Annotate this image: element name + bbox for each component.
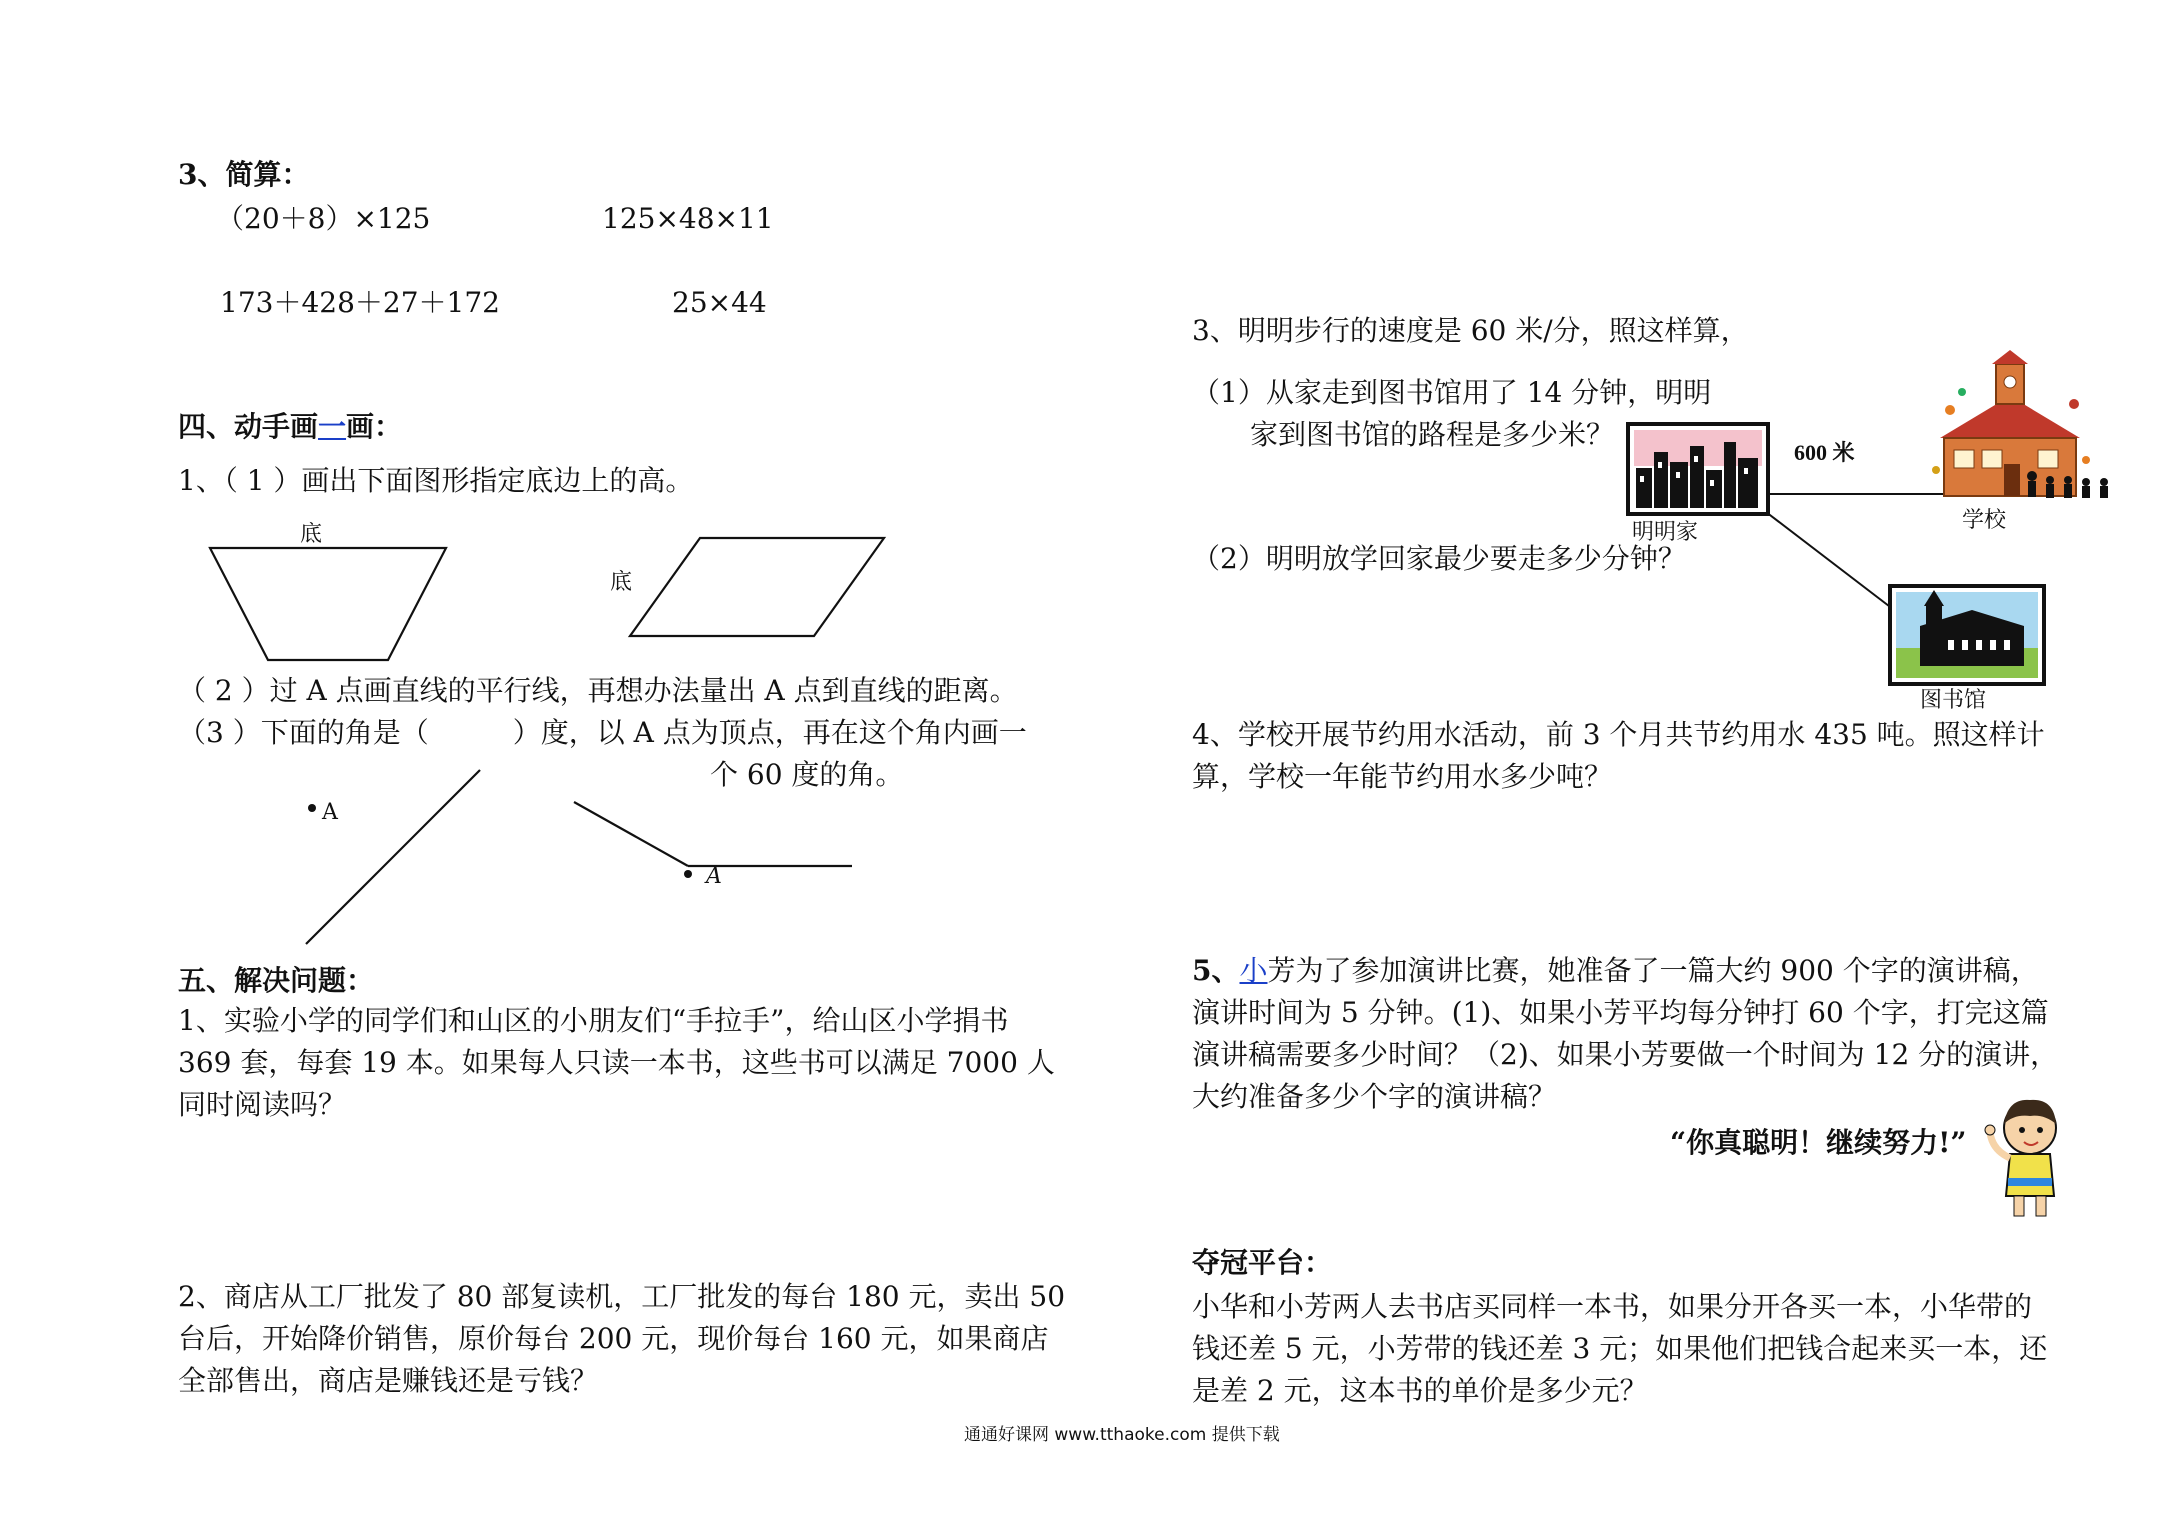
problem-4-line1: 4、学校开展节约用水活动，前 3 个月共节约用水 435 吨。照这样计 xyxy=(1192,718,2045,751)
problem-3-q2: （2）明明放学回家最少要走多少分钟？ xyxy=(1192,542,1686,575)
section-4-title-suffix: 画： xyxy=(346,410,403,443)
problem-3-q1-line2: 家到图书馆的路程是多少米？ xyxy=(1250,418,1615,451)
problem-5-line1 xyxy=(1192,950,2039,992)
expression-2: 125×48×11 xyxy=(602,202,774,235)
problem-5-line3: 演讲稿需要多少时间？（2)、如果小芳要做一个时间为 12 分的演讲， xyxy=(1192,1038,2059,1071)
point-a2-label: A xyxy=(706,864,722,889)
map-home-label: 明明家 xyxy=(1632,520,1699,545)
bonus-line3: 是差 2 元，这本书的单价是多少元？ xyxy=(1192,1374,1648,1407)
expression-3: 173＋428＋27＋172 xyxy=(220,286,500,319)
problem-5-line2: 演讲时间为 5 分钟。(1)、如果小芳平均每分钟打 60 个字，打完这篇 xyxy=(1192,996,2049,1029)
home-city-icon xyxy=(1628,424,1768,514)
expression-4: 25×44 xyxy=(672,286,767,319)
problem-5-line1-text: 芳为了参加演讲比赛，她准备了一篇大约 900 个字的演讲稿， xyxy=(1267,954,2039,987)
problem-5-line4: 大约准备多少个字的演讲稿？ xyxy=(1192,1080,1557,1113)
problem-4-line2: 算，学校一年能节约用水多少吨？ xyxy=(1192,760,1613,793)
question-4-3-line2: 个 60 度的角。 xyxy=(710,758,904,791)
footer-text: 通通好课网 www.tthaoke.com 提供下载 xyxy=(964,1425,1280,1445)
problem-2-line2: 台后，开始降价销售，原价每台 200 元，现价每台 160 元，如果商店 xyxy=(178,1322,1049,1355)
problem-3-title: 3、明明步行的速度是 60 米/分，照这样算， xyxy=(1192,314,1749,347)
point-a1-label: A xyxy=(322,800,338,825)
base-label-trapezoid: 底 xyxy=(300,522,323,547)
section-4-title-link[interactable]: 一 xyxy=(318,410,347,443)
problem-5-link[interactable]: 小 xyxy=(1239,954,1268,987)
problem-1-line3: 同时阅读吗？ xyxy=(178,1088,347,1121)
section-5-title: 五、解决问题： xyxy=(178,964,375,997)
map-distance-label: 600 米 xyxy=(1794,440,1855,465)
problem-5-number: 5、 xyxy=(1192,954,1240,987)
cartoon-boy-icon xyxy=(1984,1092,2074,1222)
bonus-title: 夺冠平台： xyxy=(1192,1246,1333,1279)
map-library-label: 图书馆 xyxy=(1920,688,1987,713)
base-label-parallelogram: 底 xyxy=(610,570,633,595)
home-to-library-line xyxy=(1766,512,1902,616)
map-school-label: 学校 xyxy=(1962,508,2007,533)
section-3-title: 3、简算： xyxy=(178,158,310,191)
problem-3-q1-line1: （1）从家走到图书馆用了 14 分钟，明明 xyxy=(1192,376,1712,409)
bonus-line2: 钱还差 5 元，小芳带的钱还差 3 元；如果他们把钱合起来买一本，还 xyxy=(1192,1332,2048,1365)
question-4-2: （ 2 ）过 A 点画直线的平行线，再想办法量出 A 点到直线的距离。 xyxy=(178,674,1018,707)
expression-1: （20＋8）×125 xyxy=(216,202,431,235)
question-4-3-line1: （3 ）下面的角是（ ）度，以 A 点为顶点，再在这个角内画一 xyxy=(178,716,1027,749)
problem-1-line1: 1、实验小学的同学们和山区的小朋友们“手拉手”，给山区小学捐书 xyxy=(178,1004,1009,1037)
problem-2-line1: 2、商店从工厂批发了 80 部复读机，工厂批发的每台 180 元，卖出 50 xyxy=(178,1280,1066,1313)
bonus-line1: 小华和小芳两人去书店买同样一本书，如果分开各买一本，小华带的 xyxy=(1192,1290,2033,1323)
question-4-1: 1、（ 1 ）画出下面图形指定底边上的高。 xyxy=(178,464,694,497)
library-building-icon xyxy=(1890,586,2044,684)
problem-1-line2: 369 套，每套 19 本。如果每人只读一本书，这些书可以满足 7000 人 xyxy=(178,1046,1055,1079)
problem-2-line3: 全部售出，商店是赚钱还是亏钱？ xyxy=(178,1364,599,1397)
encouragement-text: “你真聪明！继续努力!” xyxy=(1670,1126,1967,1159)
section-4-title-prefix: 四、动手画 xyxy=(178,410,319,443)
school-building-icon xyxy=(1932,350,2108,498)
